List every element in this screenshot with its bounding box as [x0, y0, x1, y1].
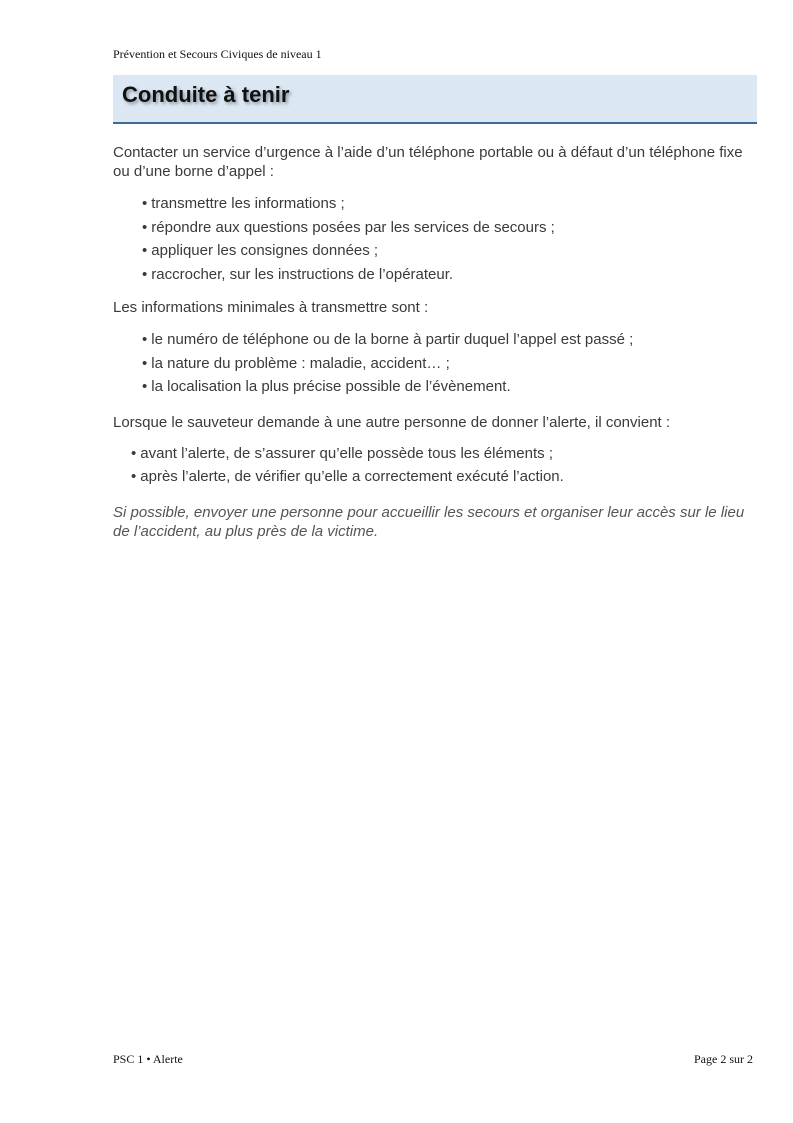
- footer-document-label: PSC 1 • Alerte: [113, 1052, 183, 1066]
- footer-page-number: Page 2 sur 2: [694, 1052, 753, 1066]
- list-item: • la localisation la plus précise possible de l’évènement.: [142, 378, 511, 395]
- bullet-icon: •: [142, 195, 148, 212]
- list-item: • le numéro de téléphone ou de la borne à partir duquel l’appel est passé ;: [142, 331, 634, 348]
- minimal-info-paragraph: Les informations minimales à transmettre sont :: [113, 299, 429, 316]
- main-content: [113, 143, 757, 541]
- bullet-icon: •: [131, 468, 137, 485]
- bullet-icon: •: [142, 354, 148, 372]
- list-item: • transmettre les informations ;: [142, 195, 345, 212]
- bullet-icon: •: [131, 444, 137, 462]
- bullet-icon: •: [142, 242, 148, 259]
- section-title-band: [113, 75, 757, 124]
- section-title: Conduite à tenir: [122, 82, 290, 107]
- list-item: • répondre aux questions posées par les services de secours ;: [142, 218, 555, 236]
- minimal-info-list: [113, 328, 757, 399]
- delegation-list: [113, 442, 757, 489]
- list-item: • raccrocher, sur les instructions de l’opérateur.: [142, 265, 454, 283]
- bullet-icon: •: [142, 218, 148, 236]
- list-item: • après l’alerte, de vérifier qu’elle a correctement exécuté l’action.: [131, 468, 564, 485]
- bullet-icon: •: [142, 265, 148, 283]
- actions-list: [113, 192, 757, 286]
- list-item: • la nature du problème : maladie, accident… ;: [142, 354, 450, 372]
- page-header: Prévention et Secours Civiques de niveau 1: [113, 47, 322, 61]
- delegation-paragraph: Lorsque le sauveteur demande à une autre personne de donner l’alerte, il convient :: [113, 413, 671, 431]
- intro-paragraph: Contacter un service d’urgence à l’aide d’un téléphone portable ou à défaut d’un téléphone fixe ou d’une borne d’appel :: [113, 144, 743, 180]
- bullet-icon: •: [142, 378, 148, 395]
- bullet-icon: •: [142, 331, 148, 348]
- list-item: • avant l’alerte, de s’assurer qu’elle possède tous les éléments ;: [131, 444, 553, 462]
- list-item: • appliquer les consignes données ;: [142, 242, 379, 259]
- note-paragraph: Si possible, envoyer une personne pour accueillir les secours et organiser leur accès sur le lieu de l’accident, au plus près de la victime.: [113, 503, 745, 540]
